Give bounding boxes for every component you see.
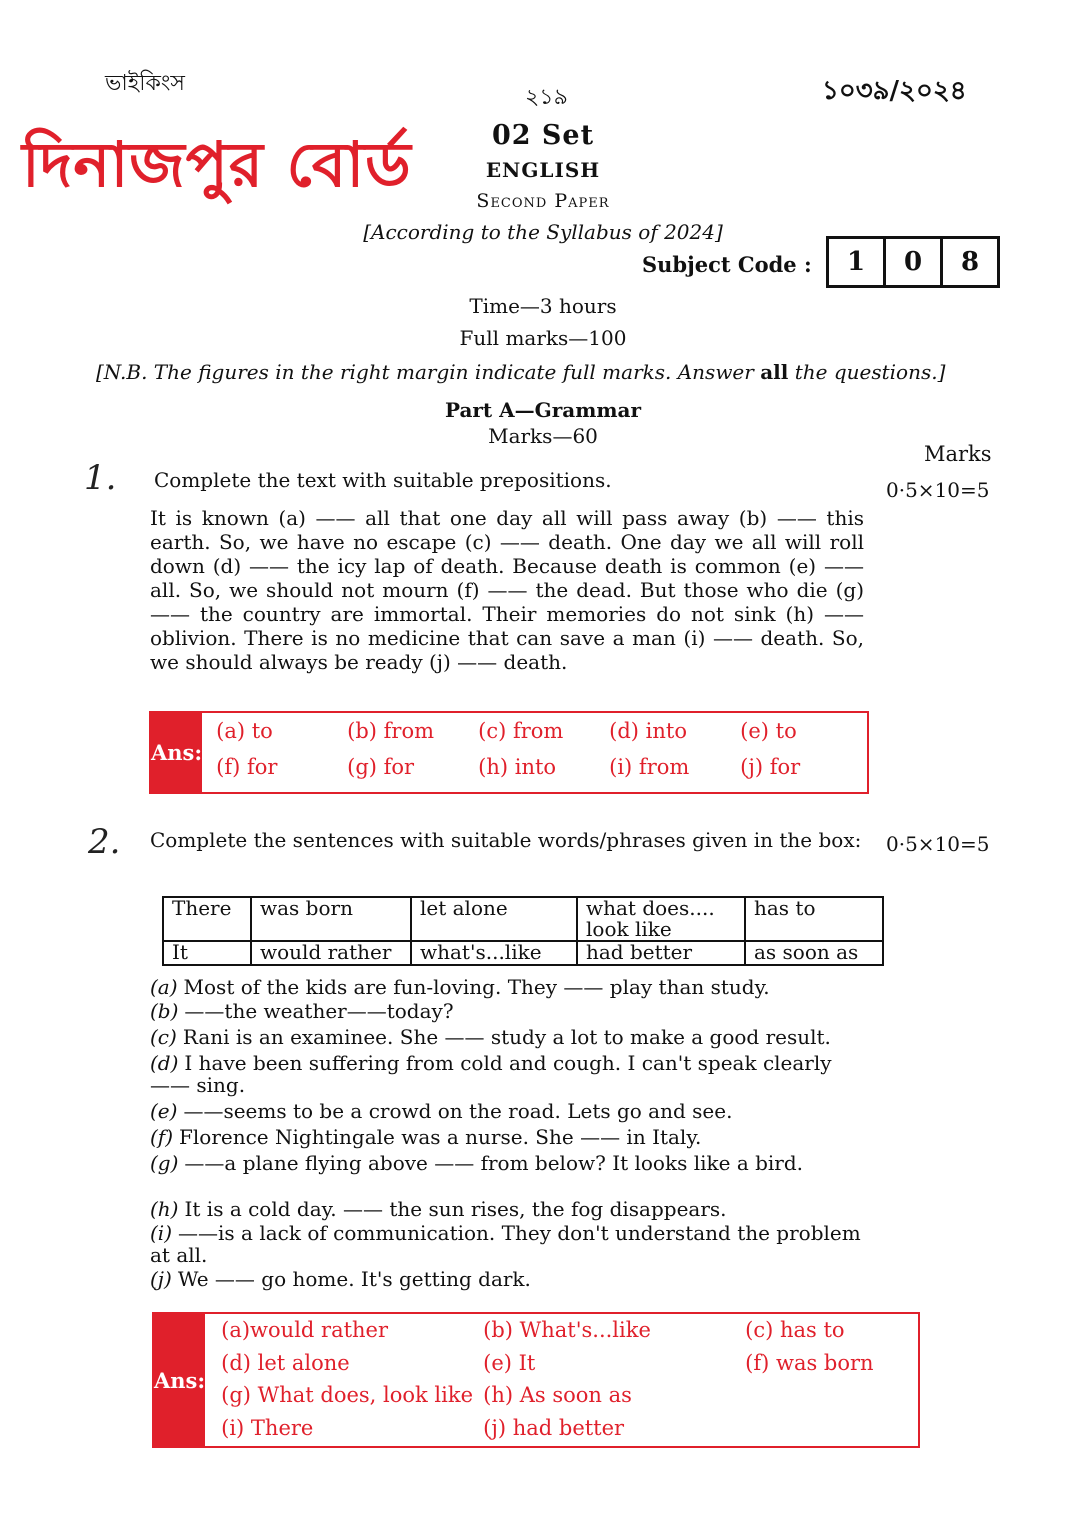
- syllabus-note: [According to the Syllabus of 2024]: [363, 220, 723, 244]
- page-number: ২১৯: [525, 85, 568, 110]
- answer-item: (i) There: [221, 1415, 314, 1440]
- answer-label: Ans:: [154, 1314, 205, 1446]
- word-box-cell: let alone: [411, 897, 577, 941]
- subject-code-label: Subject Code :: [642, 252, 812, 277]
- part-marks: Marks—60: [488, 424, 598, 448]
- word-box-cell: It: [163, 941, 251, 965]
- subject-title: ENGLISH: [485, 158, 601, 182]
- answer-item: (e) to: [740, 719, 797, 743]
- sentence-item: (f) Florence Nightingale was a nurse. She —— in Italy.: [150, 1125, 702, 1149]
- answer-box: [149, 711, 869, 794]
- answer-item: (h) into: [478, 754, 557, 779]
- full-marks: Full marks—100: [459, 326, 627, 350]
- question-text: It is known (a) —— all that one day all will pass away (b) —— this earth. So, we have no escape (c) —— death. One day we all will roll down (d) —— the icy lap of death. Because death is common (e) —— all. So, we should not mourn (f) —— the dead. But those who die (g) —— the country are immortal. Their memories do not sink (h) —— oblivion. There is no medicine that can save a man (i) —— death. So, we should always be ready (j) —— death.: [150, 506, 864, 674]
- code-digit: 0: [886, 239, 943, 285]
- answer-item: (c) from: [478, 719, 564, 743]
- part-title: Part A—Grammar: [444, 398, 642, 422]
- word-box-cell: was born: [251, 897, 411, 941]
- question-instruction: Complete the sentences with suitable words/phrases given in the box:: [150, 828, 862, 852]
- word-box: [162, 896, 884, 966]
- answer-item: (j) for: [740, 754, 801, 779]
- answer-item: (h) As soon as: [483, 1383, 632, 1407]
- marks-header: Marks: [924, 442, 992, 466]
- nb-note: [N.B. The figures in the right margin indicate full marks. Answer all the questions.]: [96, 360, 946, 384]
- sentence-item: (g) ——a plane flying above —— from below? It looks like a bird.: [150, 1151, 804, 1175]
- answer-item: (g) What does, look like: [221, 1383, 474, 1407]
- publisher-name: ভাইকিংস: [105, 71, 185, 96]
- answer-item: (g) for: [347, 754, 415, 779]
- answer-item: (a) to: [216, 719, 273, 743]
- answer-item: (d) let alone: [221, 1350, 350, 1375]
- code-digit: 8: [960, 247, 980, 277]
- answer-item: (i) from: [609, 754, 690, 779]
- answer-item: (f) for: [216, 754, 278, 779]
- set-title: 02 Set: [491, 120, 595, 151]
- question-instruction: Complete the text with suitable prepositions.: [154, 468, 612, 492]
- sentence-item: (j) We —— go home. It's getting dark.: [150, 1267, 531, 1291]
- answer-grid: [202, 713, 885, 792]
- word-box-cell: has to: [745, 897, 883, 941]
- board-title: দিনাজপুর বোর্ড: [22, 128, 412, 201]
- answer-item: (e) It: [483, 1350, 536, 1375]
- code-date: ১০৩৯/২০২৪: [822, 76, 967, 106]
- code-digit: 1: [829, 239, 886, 285]
- answer-item: [745, 1383, 945, 1410]
- question-marks: 0·5×10=5: [886, 832, 990, 856]
- word-box-cell: There: [163, 897, 251, 941]
- word-box-cell: as soon as: [745, 941, 883, 965]
- answer-item: (f) was born: [745, 1350, 874, 1375]
- answer-item: (b) from: [347, 719, 435, 743]
- answer-item: (c) has to: [745, 1318, 845, 1342]
- word-box-row: [163, 897, 883, 941]
- time-limit: Time—3 hours: [469, 294, 617, 318]
- sentence-item: (i) ——is a lack of communication. They don't understand the problem at all.: [150, 1221, 861, 1267]
- answer-box: [152, 1312, 920, 1448]
- sentence-item: (d) I have been suffering from cold and cough. I can't speak clearly —— sing.: [150, 1051, 832, 1097]
- paper-title: Second Paper: [476, 190, 610, 212]
- sentence-item: (a) Most of the kids are fun-loving. They —— play than study.: [150, 975, 770, 999]
- sentence-item: (b) ——the weather——today?: [150, 999, 454, 1023]
- word-box-cell: what's...like: [411, 941, 577, 965]
- answer-item: (b) What's...like: [483, 1318, 651, 1342]
- answer-item: [745, 1416, 945, 1443]
- answer-item: (a)would rather: [221, 1318, 389, 1342]
- answer-item: (j) had better: [483, 1415, 625, 1440]
- word-box-cell: what does.... look like: [577, 897, 745, 941]
- word-box-row: [163, 941, 883, 965]
- answer-grid: [205, 1314, 961, 1446]
- sentence-item: (h) It is a cold day. —— the sun rises, the fog disappears.: [150, 1197, 727, 1221]
- word-box-cell: had better: [577, 941, 745, 965]
- word-box-cell: would rather: [251, 941, 411, 965]
- sentence-item: (e) ——seems to be a crowd on the road. Lets go and see.: [150, 1099, 733, 1123]
- answer-label: Ans:: [151, 713, 202, 792]
- sentence-item: (c) Rani is an examinee. She —— study a lot to make a good result.: [150, 1025, 831, 1049]
- question-number: 1.: [84, 458, 117, 498]
- answer-item: (d) into: [609, 719, 687, 743]
- question-marks: 0·5×10=5: [886, 478, 990, 502]
- subject-code-box: [826, 236, 1000, 288]
- question-number: 2.: [88, 822, 121, 862]
